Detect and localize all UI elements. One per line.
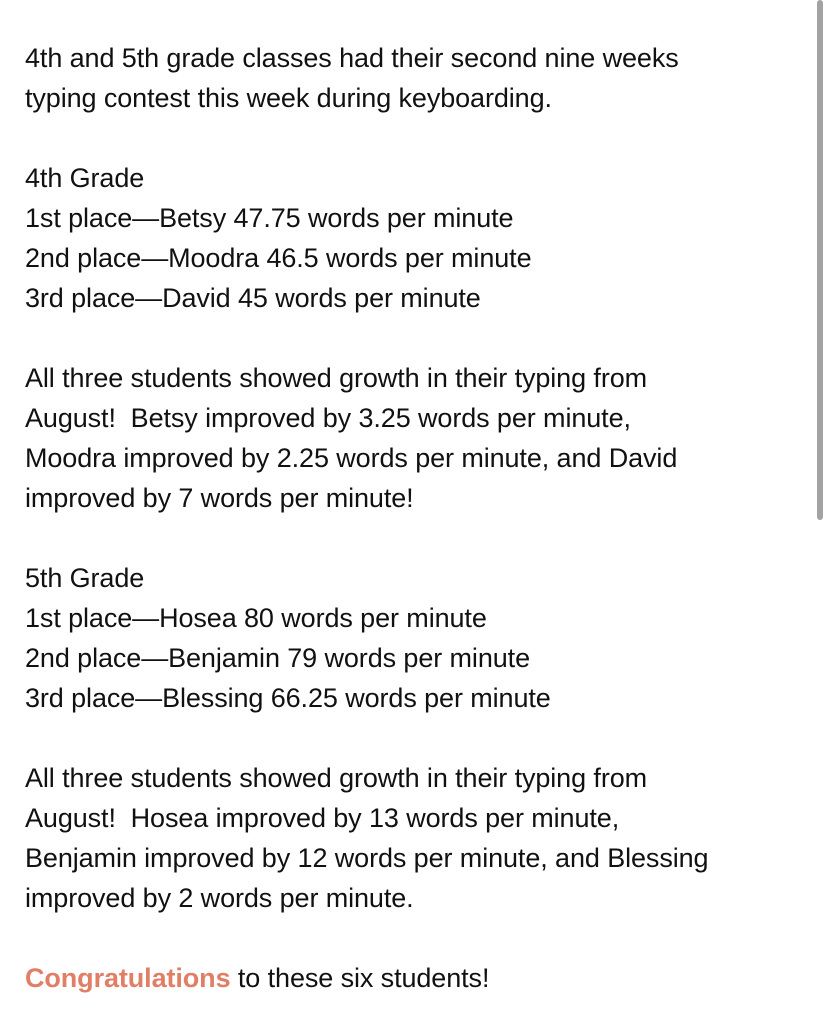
intro-line-2: typing contest this week during keyboarding.: [25, 83, 552, 113]
grade5-growth-line-4: improved by 2 words per minute.: [25, 883, 414, 913]
spacer: [25, 318, 815, 358]
grade4-growth-line-2: August! Betsy improved by 3.25 words per minute,: [25, 403, 631, 433]
vertical-scrollbar[interactable]: [817, 0, 823, 520]
congratulations-highlight: Congratulations: [25, 963, 231, 993]
post-body: [25, 38, 815, 998]
grade5-heading: 5th Grade: [25, 563, 145, 593]
grade4-heading: 4th Grade: [25, 163, 145, 193]
grade5-third-place: 3rd place—Blessing 66.25 words per minute: [25, 683, 551, 713]
intro-line-1: 4th and 5th grade classes had their second nine weeks: [25, 43, 679, 73]
grade5-growth-line-2: August! Hosea improved by 13 words per minute,: [25, 803, 620, 833]
grade5-first-place: 1st place—Hosea 80 words per minute: [25, 603, 487, 633]
grade5-growth-line-3: Benjamin improved by 12 words per minute, and Blessing: [25, 843, 709, 873]
spacer: [25, 518, 815, 558]
closing-text: to these six students!: [230, 963, 490, 993]
grade4-growth-line-3: Moodra improved by 2.25 words per minute, and David: [25, 443, 678, 473]
grade4-first-place: 1st place—Betsy 47.75 words per minute: [25, 203, 514, 233]
grade5-growth-line-1: All three students showed growth in their typing from: [25, 763, 648, 793]
grade4-growth-line-4: improved by 7 words per minute!: [25, 483, 414, 513]
grade4-third-place: 3rd place—David 45 words per minute: [25, 283, 481, 313]
spacer: [25, 918, 815, 958]
closing-line: [25, 958, 815, 998]
spacer: [25, 718, 815, 758]
spacer: [25, 118, 815, 158]
grade5-second-place: 2nd place—Benjamin 79 words per minute: [25, 643, 530, 673]
grade4-growth-line-1: All three students showed growth in their typing from: [25, 363, 648, 393]
grade4-second-place: 2nd place—Moodra 46.5 words per minute: [25, 243, 532, 273]
